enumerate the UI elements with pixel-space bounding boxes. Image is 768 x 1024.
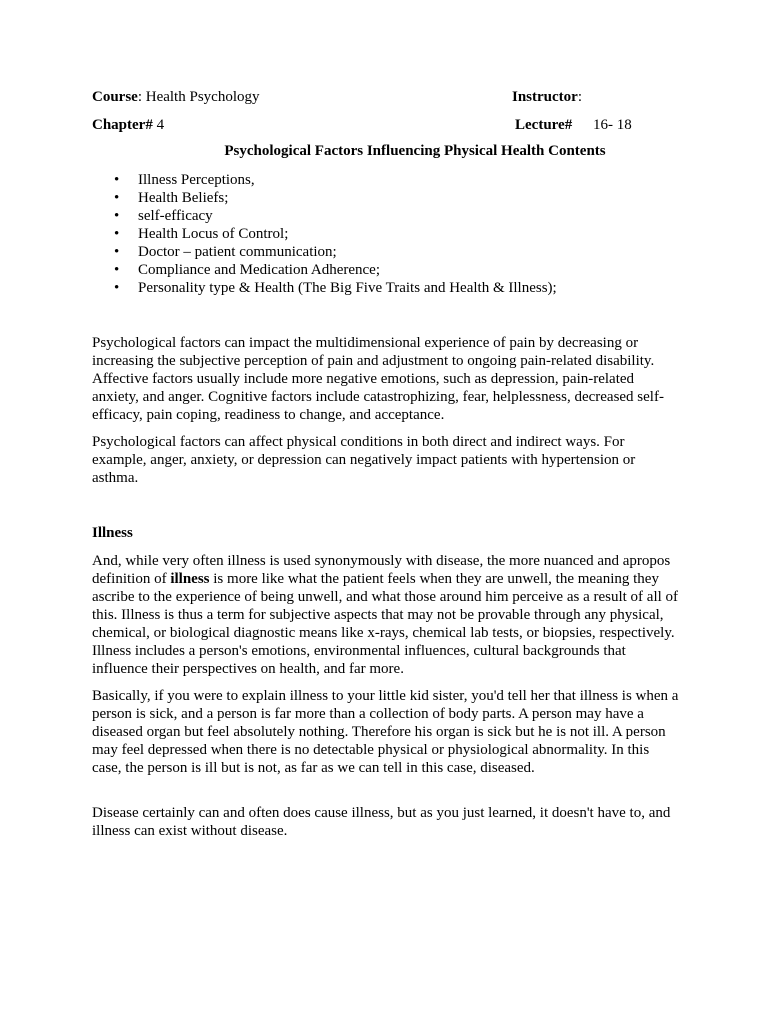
list-item (110, 261, 557, 279)
list-item (110, 279, 557, 297)
instructor-value: : (577, 89, 582, 105)
list-item (110, 189, 557, 207)
course-label: Course (92, 89, 138, 105)
paragraph-text: is more like what the patient feels when they are unwell, the meaning they ascribe to the experience of being unwell, and what those around him perceive as a result of all of this. Illness is thus a term for subjective aspects that may not be provable through any physical, chemical, or biological diagnostic means like x-rays, chemical lab tests, or biopsies, respectively. Illness includes a person's emotions, environmental influences, cultural backgrounds that influence their perspectives on health, and far more. (92, 571, 679, 677)
paragraph-illness-explained: Basically, if you were to explain illness to your little kid sister, you'd tell her that illness is when a person is sick, and a person is far more than a collection of body parts. A person may have a diseased organ but feel absolutely nothing. Therefore his organ is sick but he is not ill. A person may feel depressed when there is no detectable physical or physiological abnormality. In this case, the person is ill but is not, as far as we can tell in this case, diseased. (92, 688, 679, 776)
course-field (92, 87, 259, 107)
list-item-text: Personality type & Health (The Big Five Traits and Health & Illness); (138, 280, 557, 296)
chapter-field (92, 115, 164, 135)
contents-list (110, 171, 557, 297)
bullet-icon: • (114, 190, 120, 206)
paragraph-text: And, while very often illness is used synonymously with disease, the more nuanced and apropos definition of (92, 553, 671, 587)
course-value: : Health Psychology (137, 89, 260, 105)
chapter-label: Chapter# (92, 117, 153, 133)
chapter-value: 4 (152, 117, 165, 133)
bullet-icon: • (114, 244, 120, 260)
list-item-text: Illness Perceptions, (138, 172, 255, 188)
lecture-label: Lecture# (515, 117, 573, 133)
list-item (110, 171, 557, 189)
list-item (110, 225, 557, 243)
bullet-icon: • (114, 280, 120, 296)
bullet-icon: • (114, 172, 120, 188)
paragraph-physical-conditions: Psychological factors can affect physical conditions in both direct and indirect ways. For example, anger, anxiety, or depression can negatively impact patients with hypertension or asthma. (92, 434, 636, 486)
instructor-label: Instructor (512, 89, 578, 105)
list-item-text: Health Beliefs; (138, 190, 229, 206)
course-row (92, 87, 692, 107)
instructor-field (512, 87, 582, 107)
paragraph-disease-illness: Disease certainly can and often does cause illness, but as you just learned, it doesn't have to, and illness can exist without disease. (92, 805, 671, 839)
lecture-value: 16- 18 (593, 117, 632, 133)
list-item-text: self-efficacy (138, 208, 213, 224)
list-item-text: Health Locus of Control; (138, 226, 289, 242)
lecture-field (515, 115, 572, 135)
bullet-icon: • (114, 262, 120, 278)
list-item (110, 243, 557, 261)
list-item (110, 207, 557, 225)
illness-bold-term: illness (170, 571, 210, 587)
bullet-icon: • (114, 226, 120, 242)
chapter-row (92, 115, 692, 135)
list-item-text: Compliance and Medication Adherence; (138, 262, 380, 278)
paragraph-pain-factors: Psychological factors can impact the multidimensional experience of pain by decreasing or increasing the subjective perception of pain and adjustment to ongoing pain-related disability. Affective factors usually include more negative emotions, such as depression, pain-related anxiety, and anger. Cognitive factors include catastrophizing, fear, helplessness, decreased self-efficacy, pain coping, readiness to change, and acceptance. (92, 335, 664, 423)
list-item-text: Doctor – patient communication; (138, 244, 337, 260)
bullet-icon: • (114, 208, 120, 224)
document-title: Psychological Factors Influencing Physical Health Contents (224, 143, 606, 159)
paragraph-illness-definition (92, 552, 680, 678)
illness-heading: Illness (92, 525, 133, 541)
